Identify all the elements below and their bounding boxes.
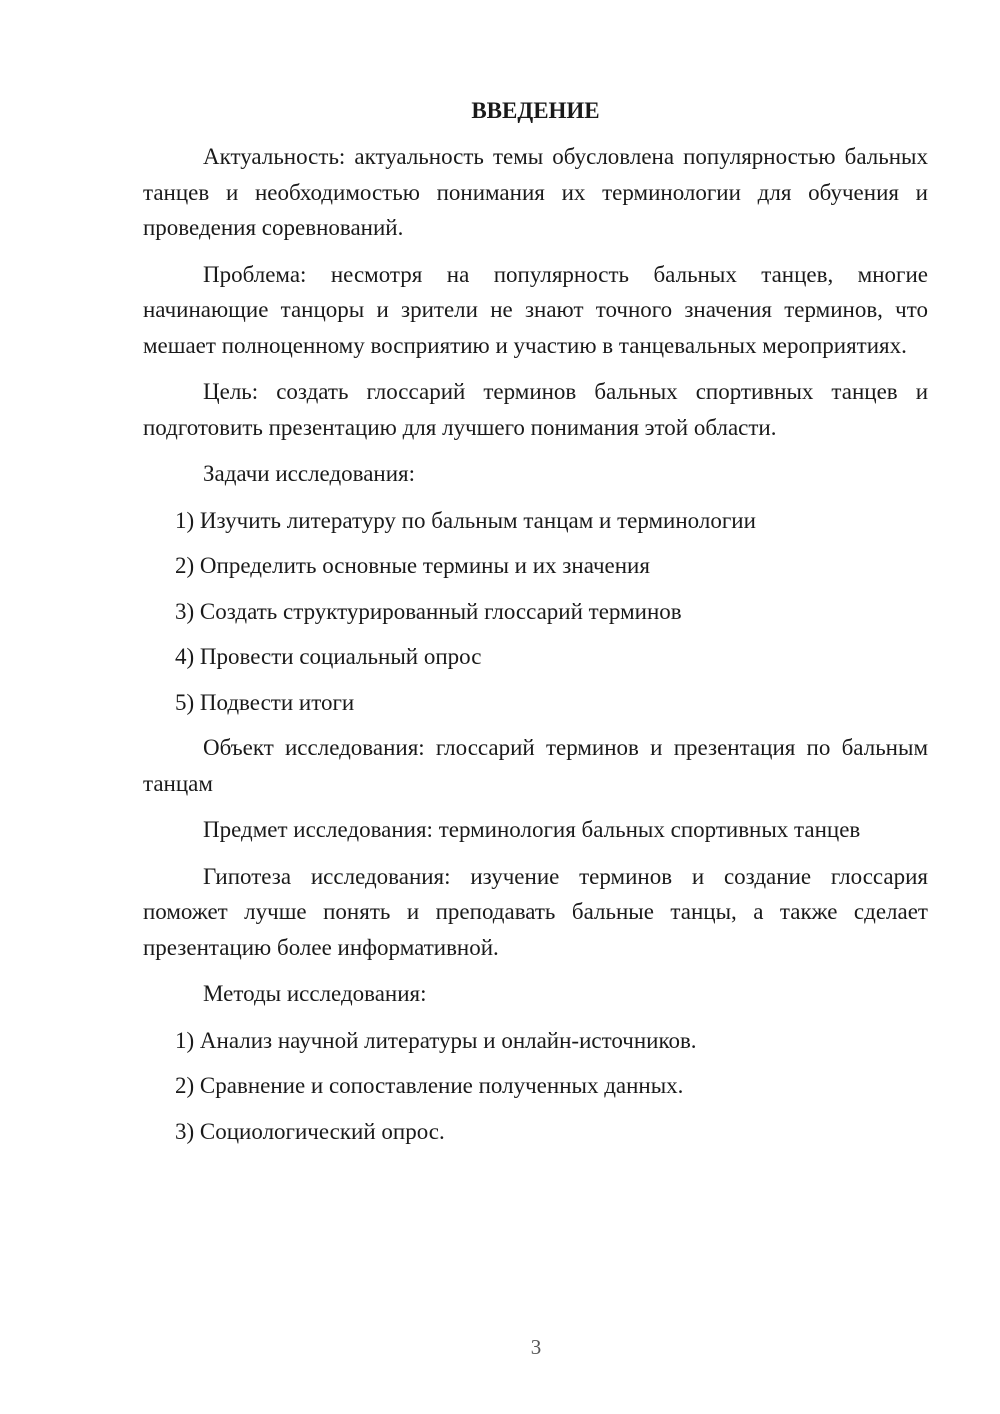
page-number: 3 — [530, 1335, 542, 1359]
task-item: 1) Изучить литературу по бальным танцам и терминологии — [175, 507, 756, 533]
method-item: 3) Социологический опрос. — [175, 1118, 445, 1144]
section-title: ВВЕДЕНИЕ — [471, 98, 600, 123]
tasks-heading: Задачи исследования: — [203, 461, 416, 486]
hypothesis-paragraph: Гипотеза исследования: изучение терминов и создание глоссария поможет лучше понять и преподавать бальные танцы, а также сделает презентацию более информативной. — [143, 863, 928, 960]
page-content — [143, 94, 928, 1159]
task-item: 3) Создать структурированный глоссарий терминов — [175, 598, 682, 624]
problem-paragraph: Проблема: несмотря на популярность бальных танцев, многие начинающие танцоры и зрители не знают точного значения терминов, что мешает полноценному восприятию и участию в танцевальных мероприятиях. — [143, 261, 928, 358]
goal-paragraph: Цель: создать глоссарий терминов бальных спортивных танцев и подготовить презентацию для лучшего понимания этой области. — [143, 379, 928, 440]
method-item: 1) Анализ научной литературы и онлайн-источников. — [175, 1027, 697, 1053]
object-paragraph: Объект исследования: глоссарий терминов и презентация по бальным танцам — [143, 735, 928, 796]
methods-heading: Методы исследования: — [203, 981, 427, 1006]
task-item: 2) Определить основные термины и их значения — [175, 553, 650, 578]
task-item: 5) Подвести итоги — [175, 689, 355, 715]
method-item: 2) Сравнение и сопоставление полученных данных. — [175, 1073, 684, 1098]
subject-paragraph: Предмет исследования: терминология бальных спортивных танцев — [203, 817, 861, 842]
task-item: 4) Провести социальный опрос — [175, 644, 482, 669]
relevance-paragraph: Актуальность: актуальность темы обусловлена популярностью бальных танцев и необходимостью понимания их терминологии для обучения и проведения соревнований. — [143, 144, 928, 240]
